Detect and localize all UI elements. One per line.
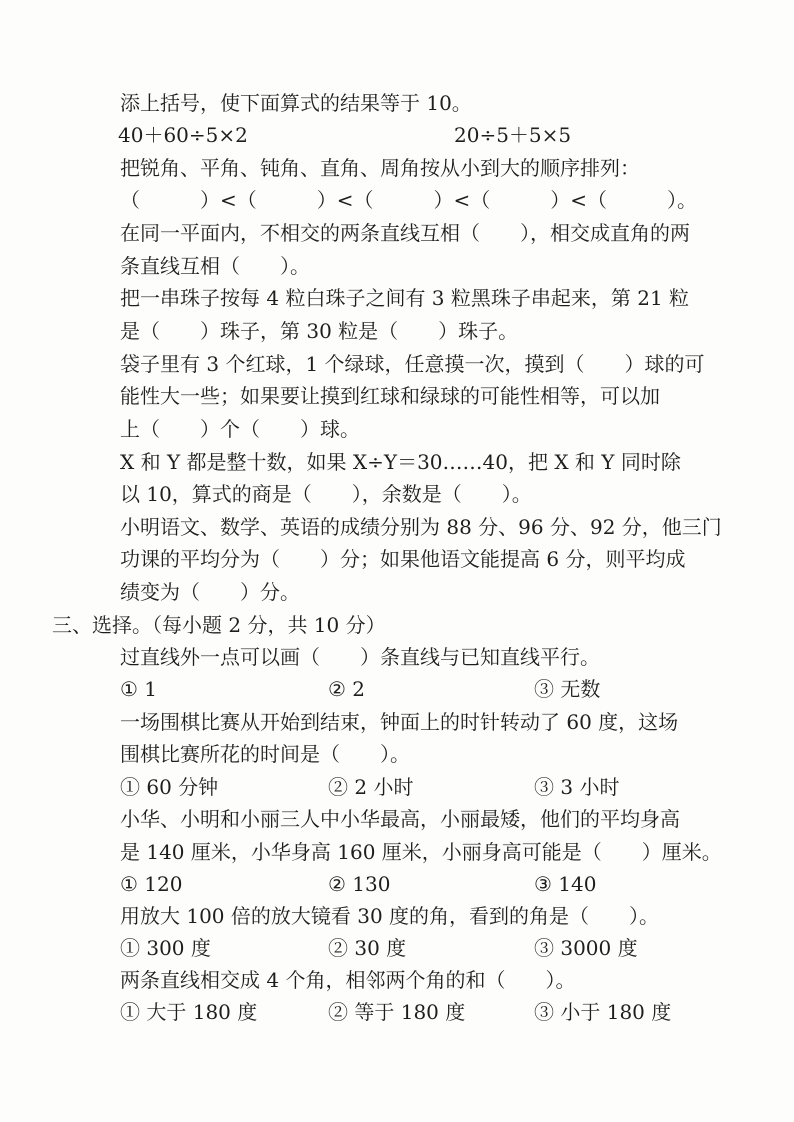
question-text: 过直线外一点可以画（ ）条直线与已知直线平行。 (120, 645, 600, 669)
question-text: 用放大 100 倍的放大镜看 30 度的角，看到的角是（ ）。 (120, 904, 660, 928)
option-3[interactable]: ③ 小于 180 度 (534, 1000, 672, 1024)
question-text: 两条直线相交成 4 个角，相邻两个角的和（ ）。 (120, 968, 576, 992)
option-3[interactable]: ③ 3000 度 (534, 936, 638, 960)
question-text: 袋子里有 3 个红球，1 个绿球，任意摸一次，摸到（ ）球的可 (120, 352, 705, 376)
option-1[interactable]: ① 大于 180 度 (120, 1000, 258, 1024)
option-2[interactable]: ② 130 (328, 872, 391, 896)
question-text: 小华、小明和小丽三人中小华最高，小丽最矮，他们的平均身高 (120, 807, 680, 831)
question-12-line-2: 以 10，算式的商是（ ），余数是（ ）。 (120, 482, 532, 506)
question-11-line-2: 能性大一些；如果要让摸到红球和绿球的可能性相等，可以加 (120, 384, 660, 408)
option-2[interactable]: ② 2 小时 (328, 775, 414, 799)
question-text: 一场围棋比赛从开始到结束，钟面上的时针转动了 60 度，这场 (120, 710, 679, 734)
option-2[interactable]: ② 30 度 (328, 936, 407, 960)
section-heading: 三、选择。（每小题 2 分，共 10 分） (52, 613, 386, 637)
question-text: 把一串珠子按每 4 粒白珠子之间有 3 粒黑珠子串起来，第 21 粒 (120, 286, 690, 310)
expression-1: 40＋60÷5×2 (118, 123, 248, 147)
option-2[interactable]: ② 等于 180 度 (328, 1000, 466, 1024)
option-2[interactable]: ② 2 (328, 677, 366, 701)
option-1[interactable]: ① 300 度 (120, 936, 211, 960)
question-9-line-2: 条直线互相（ ）。 (120, 254, 310, 278)
question-13-line-3: 绩变为（ ）分。 (120, 580, 300, 604)
question-8-line-2: （ ）<（ ）<（ ）<（ ）<（ ）。 (120, 188, 698, 212)
choice-question-2-line-2: 围棋比赛所花的时间是（ ）。 (120, 742, 410, 766)
question-text: 添上括号，使下面算式的结果等于 10。 (120, 91, 472, 115)
question-text: 在同一平面内，不相交的两条直线互相（ ），相交成直角的两 (120, 221, 690, 245)
question-text: 把锐角、平角、钝角、直角、周角按从小到大的顺序排列： (120, 156, 640, 180)
question-13-line-2: 功课的平均分为（ ）分；如果他语文能提高 6 分，则平均成 (120, 547, 686, 571)
question-text: X 和 Y 都是整十数，如果 X÷Y＝30……40，把 X 和 Y 同时除 (120, 450, 681, 474)
question-11-line-3: 上（ ）个（ ）球。 (120, 417, 360, 441)
option-3[interactable]: ③ 3 小时 (534, 775, 620, 799)
option-1[interactable]: ① 60 分钟 (120, 775, 219, 799)
choice-question-3-line-2: 是 140 厘米，小华身高 160 厘米，小丽身高可能是（ ）厘米。 (120, 840, 722, 864)
option-3[interactable]: ③ 无数 (534, 677, 601, 701)
option-3[interactable]: ③ 140 (534, 872, 597, 896)
option-1[interactable]: ① 120 (120, 872, 183, 896)
option-1[interactable]: ① 1 (120, 677, 158, 701)
question-text: 小明语文、数学、英语的成绩分别为 88 分、96 分、92 分，他三门 (120, 515, 722, 539)
expression-2: 20÷5＋5×5 (454, 123, 572, 147)
question-10-line-2: 是（ ）珠子，第 30 粒是（ ）珠子。 (120, 319, 519, 343)
